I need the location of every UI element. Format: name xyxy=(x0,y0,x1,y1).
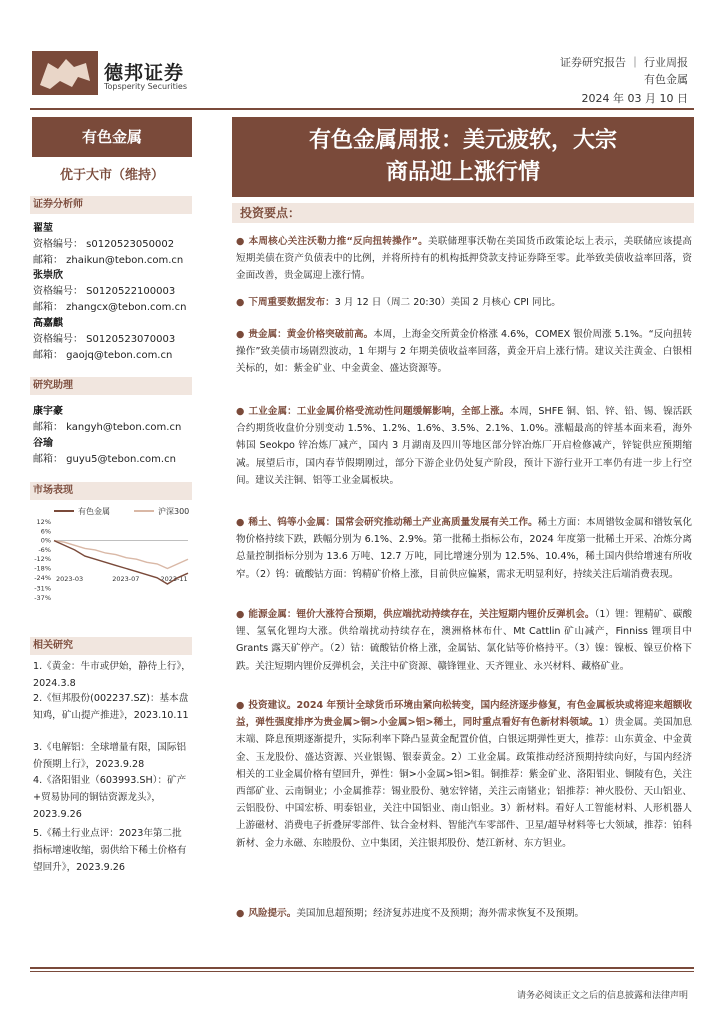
bullet-lead: 工业金属：工业金属价格受流动性问题缓解影响，全部上涨。 xyxy=(248,406,510,417)
series-line xyxy=(54,541,188,569)
analyst-name: 高嘉麒 xyxy=(33,318,63,329)
legend-label: 沪深300 xyxy=(158,507,190,516)
bullet-text: 稀土方面：本周镨钕金属和镨钕氧化物价格持续下跌，跌幅分别为 6.1%、2.9%。第一批稀土指标公布，2024 年度第一批稀土开采、冶炼分离总量控制指标分别为 13.6 万吨、12.7 万吨，同比增速分别为 12.5%、10.4%，稀土国内供给增速有所收窄。（2）钨：硫酸钴方面：钨精矿价格上涨，目前供应偏紧，需求无明显利好，持续关注后端消费表现。 xyxy=(236,517,693,580)
bullet-core-focus xyxy=(236,233,692,285)
footer-rule-thin xyxy=(30,971,694,972)
analyst-cert: 资格编号： S0120523070003 xyxy=(33,334,176,345)
analyst-email[interactable]: 邮箱： gaojq@tebon.com.cn xyxy=(33,350,173,361)
related-heading: 相关研究 xyxy=(30,637,192,655)
x-tick-label: 2023-03 xyxy=(56,574,84,583)
industry-band: 有色金属 xyxy=(32,117,192,157)
bullet-text: 美联储理事沃勒在美国货币政策论坛上表示，美联储应该提高短期美债在资产负债表中的比例，并将所持有的机构抵押贷款支持证券降至零。此举致美债收益率回落，资金面改善，贵金属迎上涨行情。 xyxy=(236,236,692,282)
bullet-dot-icon: ● xyxy=(236,700,245,711)
bullet-dot-icon: ● xyxy=(236,908,245,919)
header-rule xyxy=(30,108,694,110)
bullet-industrial-metals xyxy=(236,403,692,489)
bullet-text: 本周，SHFE 铜、铝、锌、铅、锡、镍活跃合约期货收盘价分别变动 1.5%、1.2%、1.6%、3.5%、2.1%、1.0%。涨幅最高的锌基本面来看，海外韩国 Seokpo 锌冶炼厂减产，国内 3 月湖南及四川等地区部分锌冶炼厂开启检修减产，锌锭供应预期缩减。展望后市，国内春节假期刚过，部分下游企业仍处复产阶段，预计下游行业开工率仍有进一步上行空间。建议关注铜、铝等工业金属板块。 xyxy=(236,406,693,486)
assistant-email[interactable]: 邮箱： guyu5@tebon.com.cn xyxy=(33,454,176,465)
analyst-name: 张崇欣 xyxy=(33,270,63,281)
bullet-lead: 风险提示。 xyxy=(248,908,297,919)
report-type: 证券研究报告 ｜ 行业周报 xyxy=(560,56,688,69)
analyst-email[interactable]: 邮箱： zhangcx@tebon.com.cn xyxy=(33,302,187,313)
bullet-lead: 下周重要数据发布： xyxy=(248,297,335,308)
bullet-dot-icon: ● xyxy=(236,236,245,247)
bullet-dot-icon: ● xyxy=(236,517,245,528)
bullet-lead: 能源金属：锂价大涨符合预期，供应端扰动持续存在，关注短期内锂价反弹机会。 xyxy=(248,609,595,620)
y-tick-label: -24% xyxy=(34,573,51,582)
legend-label: 有色金属 xyxy=(78,507,110,516)
report-title xyxy=(232,117,694,197)
bullet-dot-icon: ● xyxy=(236,297,245,308)
assistant-email[interactable]: 邮箱： kangyh@tebon.com.cn xyxy=(33,422,182,433)
assistants-heading: 研究助理 xyxy=(30,377,192,395)
related-item[interactable]: 5.《稀土行业点评：2023年第二批指标增速收缩，弱供给下稀土价格有望回升》，2023.9.26 xyxy=(33,828,187,873)
bullet-rare-earth xyxy=(236,514,692,583)
assistant-name: 康宇豪 xyxy=(33,406,63,417)
footer-disclaimer: 请务必阅读正文之后的信息披露和法律声明 xyxy=(516,991,688,1001)
report-date: 2024 年 03 月 10 日 xyxy=(581,92,688,105)
logo-cn: 德邦证券 xyxy=(104,62,185,84)
bullet-risk xyxy=(236,905,692,922)
x-tick-label: 2023-11 xyxy=(160,574,188,583)
y-tick-label: 6% xyxy=(40,527,51,536)
bullet-lead: 稀土、钨等小金属：国常会研究推动稀土产业高质量发展有关工作。 xyxy=(248,517,538,528)
bullet-dot-icon: ● xyxy=(236,329,245,340)
analyst-cert: 资格编号： S0120522100003 xyxy=(33,286,176,297)
y-tick-label: 0% xyxy=(40,536,51,545)
bullet-data-release xyxy=(236,294,692,311)
y-tick-label: -37% xyxy=(34,594,51,602)
related-item[interactable]: 2.《恒邦股份(002237.SZ)：基本盘知鸡，矿山提产推进》，2023.10.11 xyxy=(33,693,189,721)
bullet-text: 1）贵金属。美国加息末端、降息预期逐渐提升，实际利率下降凸显黄金配置价值，白银远期弹性更大，推荐：山东黄金、中金黄金、玉龙股份、盛达资源、兴业银锡、银泰黄金。2）工业金属。政策推动经济预期持续向好，与国内经济相关的工业金属价格有望回升，弹性：铜>小金属>铝>钼。铜推荐：紫金矿业、洛阳钼业、铜陵有色，关注西部矿业、云南铜业；小金属推荐：锡业股份、驰宏锌锗，关注云南锗业；铝推荐：神火股份、天山铝业、云铝股份、中国宏桥、明泰铝业，关注中国铝业、南山铝业。3）新材料。看好人工智能材料、人形机器人上游磁材、消费电子折叠屏零部件、钛合金材料、智能汽车零部件、卫星/超导材料等七大领域，推荐：铂科新材、金力永磁、东睦股份、立中集团，关注银邦股份、楚江新材、东方钽业。 xyxy=(236,717,693,849)
logo-en: Topsperity Securities xyxy=(104,82,188,91)
title-line-1: 有色金属周报：美元疲软，大宗 xyxy=(308,128,617,153)
company-logo xyxy=(32,51,98,95)
y-tick-label: -18% xyxy=(34,564,51,573)
y-tick-label: -6% xyxy=(38,545,51,554)
bullet-lead: 贵金属：黄金价格突破前高。 xyxy=(248,329,374,340)
analysts-heading: 证券分析师 xyxy=(30,196,192,214)
title-line-2: 商品迎上涨行情 xyxy=(385,160,540,185)
bullet-dot-icon: ● xyxy=(236,406,245,417)
bullet-text: 3 月 12 日（周二 20:30）美国 2 月核心 CPI 同比。 xyxy=(334,297,561,308)
y-tick-label: 12% xyxy=(36,518,51,526)
header-industry: 有色金属 xyxy=(644,73,688,86)
analyst-cert: 资格编号： s0120523050002 xyxy=(33,239,175,250)
y-tick-label: -31% xyxy=(34,584,51,593)
bull-icon xyxy=(32,51,98,95)
key-points-heading: 投资要点： xyxy=(232,203,694,223)
bullet-precious-metals xyxy=(236,326,692,378)
bullet-text: 本周，上海金交所黄金价格涨 4.6%，COMEX 银价周涨 5.1%。“反向扭转操作”致美债市场剧烈波动，1 年期与 2 年期美债收益率回落，黄金开启上涨行情。建议关注黄金、白银相关标的，如：紫金矿业、中金黄金、盛达资源等。 xyxy=(236,329,693,375)
assistant-name: 谷瑜 xyxy=(33,438,53,449)
related-item[interactable]: 3.《电解铝：全球增量有限，国际铝价预期上行》，2023.9.28 xyxy=(33,742,187,770)
rating: 优于大市（维持） xyxy=(59,168,164,183)
market-chart xyxy=(30,502,194,610)
analyst-email[interactable]: 邮箱： zhaikun@tebon.com.cn xyxy=(33,255,184,266)
x-tick-label: 2023-07 xyxy=(112,574,140,583)
bullet-text: 美国加息超预期；经济复苏进度不及预期；海外需求恢复不及预期。 xyxy=(296,908,585,919)
footer-rule xyxy=(30,967,694,969)
bullet-text: （1）锂：锂精矿、碳酸锂、氢氧化锂均大涨。供给端扰动持续存在，澳洲格林布什、Mt Cattlin 矿山减产，Finniss 锂项目中 Grants 露天矿停产。（2）钴：硫酸钴价格上涨，金属钴、氯化钴等价格持平。（3）镍：镍板、镍豆价格下跌。关注短期内锂价反弹机会，关注中矿资源、赣锋锂业、天齐锂业、永兴材料、藏格矿业。 xyxy=(236,609,693,672)
bullet-lead: 投资建议。2024 年预计全球货币环境由紧向松转变，国内经济逐步修复，有色金属板块或将迎来超额收益，弹性强度排序为贵金属>铜>小金属>铝>稀土，同时重点看好有色新材料领域。 xyxy=(236,700,693,729)
related-item[interactable]: 4.《洛阳钼业（603993.SH）：矿产+贸易协同的铜钴资源龙头》，2023.9.26 xyxy=(33,775,187,820)
y-tick-label: -12% xyxy=(34,555,51,564)
bullet-lead: 本周核心关注沃勒力推“反向扭转操作”。 xyxy=(248,236,428,247)
related-item[interactable]: 1.《黄金：牛市或伊始，静待上行》，2024.3.8 xyxy=(33,661,191,689)
bullet-energy-metals xyxy=(236,606,692,675)
bullet-dot-icon: ● xyxy=(236,609,245,620)
market-heading: 市场表现 xyxy=(30,482,192,500)
bullet-investment-advice xyxy=(236,697,692,852)
analyst-name: 翟堃 xyxy=(33,223,53,234)
